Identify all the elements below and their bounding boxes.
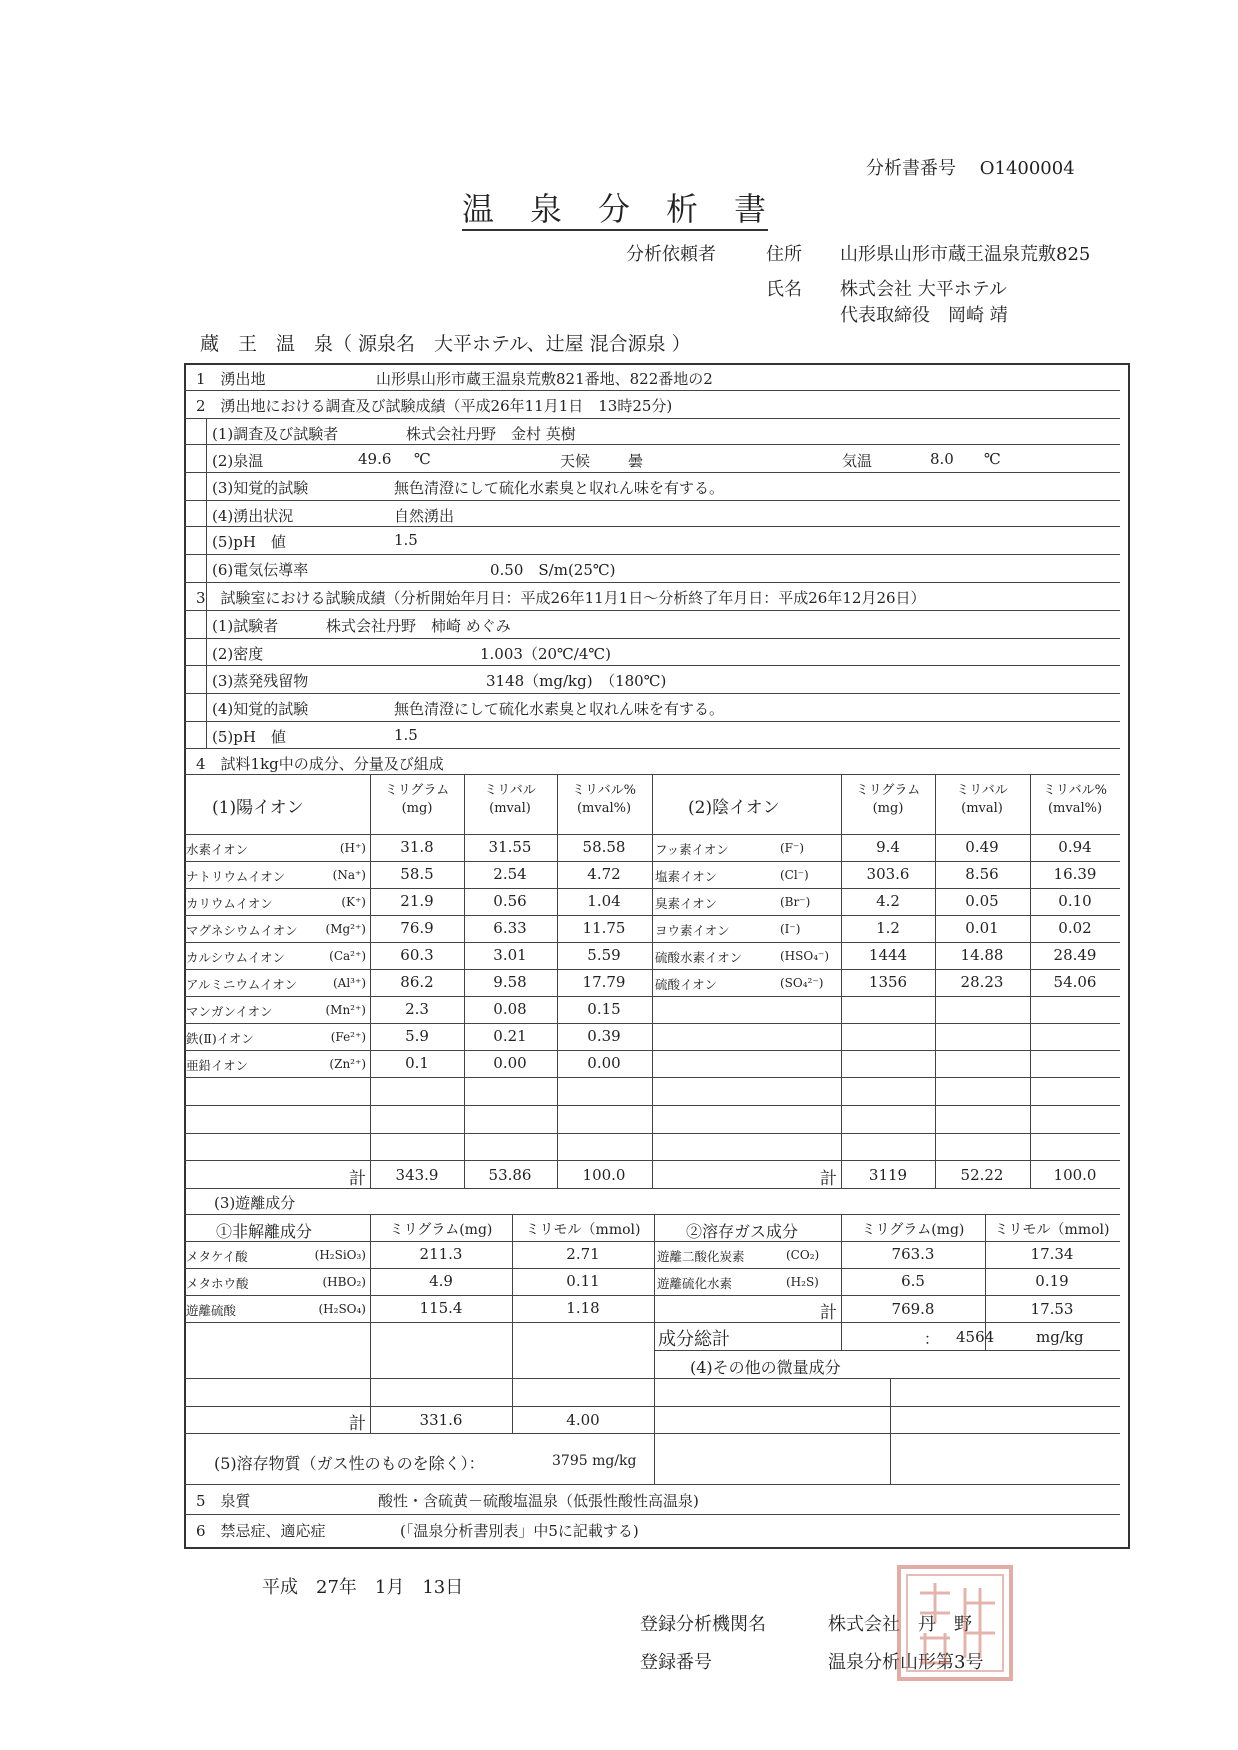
anion-formula: (SO₄²⁻): [780, 976, 824, 990]
s2-air-label: 気温: [842, 452, 873, 470]
anion-pct: 28.49: [1053, 946, 1097, 964]
anion-mg: 4.2: [876, 892, 900, 910]
s2-p1-label: (1)調査及び試験者: [212, 425, 339, 443]
cation-mg-header: [385, 782, 450, 818]
cation-mval: 6.33: [493, 919, 527, 937]
anion-header: (2)陰イオン: [688, 798, 780, 818]
cation-mg: 31.8: [400, 838, 434, 856]
gas-mmol-header: ミリモル（mmol): [994, 1222, 1110, 1238]
anion-mval: 28.23: [960, 973, 1004, 991]
gas-mmol: 0.19: [1035, 1272, 1069, 1290]
s3-p2-value: 1.003（20℃/4℃): [480, 645, 612, 663]
anion-total-pct: 100.0: [1053, 1166, 1097, 1184]
col-mval-label: ミリバル: [956, 783, 1008, 798]
cation-formula: (Ca²⁺): [329, 949, 366, 963]
nd-total-mg: 331.6: [419, 1411, 463, 1429]
nd-mmol: 2.71: [566, 1245, 600, 1263]
s2-weather-label: 天候: [560, 452, 591, 470]
document-title: 温 泉 分 析 書: [462, 189, 768, 231]
s3-p4-label: (4)知覚的試験: [212, 700, 309, 718]
requester-address: 山形県山形市蔵王温泉荒敷825: [840, 244, 1091, 265]
col-pct-label: ミリバル%: [1043, 783, 1107, 798]
cation-mval: 0.08: [493, 1000, 527, 1018]
s3-p1-value: 株式会社丹野 柿崎 めぐみ: [326, 617, 511, 635]
cation-pct: 11.75: [582, 919, 626, 937]
cation-header: (1)陽イオン: [212, 798, 304, 818]
gas-mg-header: ミリグラム(mg): [861, 1222, 965, 1238]
component-total-colon: ：: [924, 1330, 940, 1348]
cation-mval: 2.54: [493, 865, 527, 883]
col-mval-unit: (mval): [489, 801, 531, 816]
col-mg-label: ミリグラム: [855, 783, 921, 798]
s2-p2-unit: ℃: [414, 450, 431, 468]
nd-mg: 115.4: [419, 1299, 463, 1317]
registration-label: 登録番号: [640, 1652, 712, 1673]
s2-label: 2 湧出地における調査及び試験成績（平成26年11月1日 13時25分): [196, 397, 673, 415]
anion-name: 臭素イオン: [655, 896, 718, 911]
s3-p2-label: (2)密度: [212, 645, 264, 663]
doc-number-value: O1400004: [979, 158, 1075, 179]
cation-formula: (H⁺): [339, 841, 366, 855]
cation-name: マンガンイオン: [186, 1004, 273, 1019]
anion-mg: 1.2: [876, 919, 900, 937]
s4-label: 4 試料1kg中の成分、分量及び組成: [196, 755, 444, 773]
s2-p4-label: (4)湧出状況: [212, 507, 294, 525]
anion-formula: (F⁻): [780, 841, 805, 855]
cation-total-pct: 100.0: [582, 1166, 626, 1184]
gas-name: 遊離硫化水素: [657, 1276, 733, 1291]
anion-mg: 1444: [868, 946, 908, 964]
component-total-value: 4564: [956, 1328, 995, 1346]
col-mg-label: ミリグラム: [384, 783, 450, 798]
cation-formula: (Fe²⁺): [330, 1030, 366, 1044]
anion-name: フッ素イオン: [655, 842, 729, 857]
anion-formula: (HSO₄⁻): [780, 949, 830, 963]
anion-total-mg: 3119: [868, 1166, 908, 1184]
cation-mg: 21.9: [400, 892, 434, 910]
doc-number: [866, 154, 1075, 180]
nd-name: 遊離硫酸: [186, 1303, 237, 1318]
nd-formula: (H₂SiO₃): [314, 1248, 366, 1262]
anion-pct: 0.94: [1058, 838, 1092, 856]
trace-components-label: (4)その他の微量成分: [690, 1358, 841, 1377]
cation-mval: 0.56: [493, 892, 527, 910]
cation-name: 水素イオン: [186, 842, 249, 857]
s2-p6-label: (6)電気伝導率: [212, 561, 309, 579]
nd-name: メタホウ酸: [186, 1276, 249, 1291]
s6-value: (「温泉分析書別表」中5に記載する): [400, 1522, 639, 1540]
anion-mval: 14.88: [960, 946, 1004, 964]
s3-p5-value: 1.5: [394, 726, 418, 744]
anion-mval: 0.49: [965, 838, 999, 856]
spring-name-line: 蔵 王 温 泉（ 源泉名 大平ホテル、辻屋 混合源泉 ）: [200, 333, 691, 355]
seal-stamp-icon: [895, 1563, 1015, 1683]
cation-name: カルシウムイオン: [186, 950, 285, 965]
nd-total-label: 計: [349, 1414, 366, 1434]
anion-pct: 0.02: [1058, 919, 1092, 937]
gas-total-label: 計: [820, 1303, 837, 1323]
free-components-label: (3)遊離成分: [214, 1194, 296, 1212]
cation-mg: 60.3: [400, 946, 434, 964]
component-total-label: 成分総計: [658, 1329, 730, 1350]
cation-pct: 17.79: [582, 973, 626, 991]
anion-total-mval: 52.22: [960, 1166, 1004, 1184]
s3-p3-label: (3)蒸発残留物: [212, 672, 309, 690]
dissolved-label: (5)溶存物質（ガス性のものを除く）：: [214, 1454, 485, 1473]
cation-mg: 58.5: [400, 865, 434, 883]
nd-mg-header: ミリグラム(mg): [389, 1222, 493, 1238]
s2-p6-value: 0.50 S/m(25℃): [490, 561, 616, 579]
s3-p1-label: (1)試験者: [212, 617, 279, 635]
s2-p3-value: 無色清澄にして硫化水素臭と収れん味を有する。: [394, 479, 725, 497]
cation-name: 鉄(Ⅱ)イオン: [186, 1031, 254, 1046]
cation-total-mval: 53.86: [488, 1166, 532, 1184]
cation-pct-header: [572, 782, 636, 818]
cation-pct: 4.72: [587, 865, 621, 883]
cation-pct: 0.39: [587, 1027, 621, 1045]
s2-p5-value: 1.5: [394, 531, 418, 549]
cation-pct: 0.15: [587, 1000, 621, 1018]
cation-formula: (K⁺): [341, 895, 366, 909]
col-mval-unit: (mval): [961, 801, 1003, 816]
nd-formula: (HBO₂): [322, 1275, 366, 1289]
anion-formula: (I⁻): [780, 922, 801, 936]
cation-total-mg: 343.9: [395, 1166, 439, 1184]
anion-name: 塩素イオン: [655, 869, 718, 884]
s3-p4-value: 無色清澄にして硫化水素臭と収れん味を有する。: [394, 700, 725, 718]
anion-name: 硫酸水素イオン: [655, 950, 743, 965]
nd-mmol-header: ミリモル（mmol): [525, 1222, 641, 1238]
col-pct-unit: (mval%): [1047, 801, 1103, 816]
cation-mg: 76.9: [400, 919, 434, 937]
cation-name: マグネシウムイオン: [186, 923, 298, 938]
s5-label: 5 泉質: [196, 1492, 251, 1510]
cation-formula: (Mn²⁺): [325, 1003, 366, 1017]
s5-value: 酸性・含硫黄－硫酸塩温泉（低張性酸性高温泉): [378, 1492, 699, 1510]
cation-mg: 86.2: [400, 973, 434, 991]
anion-mval-header: [956, 782, 1008, 818]
cation-pct: 58.58: [582, 838, 626, 856]
s1-label: 1 湧出地: [196, 370, 266, 388]
name-label: 氏名: [766, 279, 802, 300]
cation-mval: 0.21: [493, 1027, 527, 1045]
col-pct-unit: (mval%): [576, 801, 632, 816]
col-pct-label: ミリバル%: [572, 783, 636, 798]
cation-pct: 5.59: [587, 946, 621, 964]
cation-mval: 3.01: [493, 946, 527, 964]
s2-air-value: 8.0: [930, 450, 954, 468]
anion-mg: 303.6: [866, 865, 910, 883]
gas-total-mg: 769.8: [891, 1300, 935, 1318]
cation-mval-header: [484, 782, 536, 818]
anion-mval: 8.56: [965, 865, 999, 883]
gas-mmol: 17.34: [1030, 1245, 1074, 1263]
org-label: 登録分析機関名: [640, 1614, 766, 1635]
cation-name: ナトリウムイオン: [186, 869, 286, 884]
s3-label: 3 試験室における試験成績（分析開始年月日：平成26年11月1日～分析終了年月日：平成26年12月26日）: [196, 589, 926, 607]
cation-name: 亜鉛イオン: [186, 1058, 249, 1073]
s2-p5-label: (5)pH 値: [212, 533, 286, 551]
s2-p1-value: 株式会社丹野 金村 英樹: [406, 425, 576, 443]
col-mg-unit: (mg): [401, 801, 433, 816]
registration-value: 温泉分析山形第3号: [828, 1652, 984, 1673]
anion-pct: 0.10: [1058, 892, 1092, 910]
cation-mval: 31.55: [488, 838, 532, 856]
gas-name: 遊離二酸化炭素: [657, 1249, 745, 1264]
s2-weather-value: 曇: [628, 452, 644, 470]
cation-pct: 0.00: [587, 1054, 621, 1072]
anion-pct: 16.39: [1053, 865, 1097, 883]
non-dissociated-header: ①非解離成分: [216, 1222, 313, 1241]
cation-mg: 2.3: [405, 1000, 429, 1018]
s2-p2-value: 49.6: [358, 450, 392, 468]
issue-date: 平成 27年 1月 13日: [262, 1577, 464, 1598]
s3-p3-value: 3148（mg/kg) （180℃): [486, 672, 667, 690]
requester-representative: 代表取締役 岡崎 靖: [840, 305, 1008, 326]
anion-name: 硫酸イオン: [655, 977, 718, 992]
s3-p5-label: (5)pH 値: [212, 728, 286, 746]
doc-number-label: 分析書番号: [866, 158, 956, 179]
gas-mg: 6.5: [901, 1272, 925, 1290]
anion-formula: (Br⁻): [780, 895, 811, 909]
cation-formula: (Na⁺): [332, 868, 366, 882]
nd-mmol: 0.11: [566, 1272, 600, 1290]
org-name: 株式会社 丹 野: [828, 1614, 972, 1635]
s2-p3-label: (3)知覚的試験: [212, 479, 309, 497]
cation-mval: 0.00: [493, 1054, 527, 1072]
cation-formula: (Al³⁺): [332, 976, 366, 990]
nd-mmol: 1.18: [566, 1299, 600, 1317]
s2-air-unit: ℃: [984, 450, 1001, 468]
gas-formula: (CO₂): [786, 1248, 820, 1262]
s6-label: 6 禁忌症、適応症: [196, 1522, 326, 1540]
cation-mg: 5.9: [405, 1027, 429, 1045]
cation-formula: (Zn²⁺): [329, 1057, 366, 1071]
cation-pct: 1.04: [587, 892, 621, 910]
anion-mg: 9.4: [876, 838, 900, 856]
nd-total-mmol: 4.00: [566, 1411, 600, 1429]
anion-mval: 0.01: [965, 919, 999, 937]
gas-total-mmol: 17.53: [1030, 1300, 1074, 1318]
anion-formula: (Cl⁻): [780, 868, 809, 882]
cation-mval: 9.58: [493, 973, 527, 991]
cation-formula: (Mg²⁺): [325, 922, 366, 936]
component-total-unit: mg/kg: [1036, 1328, 1084, 1346]
col-mg-unit: (mg): [872, 801, 904, 816]
s2-p2-label: (2)泉温: [212, 452, 264, 470]
anion-mg-header: [856, 782, 921, 818]
anion-name: ヨウ素イオン: [655, 923, 730, 938]
nd-mg: 211.3: [419, 1245, 463, 1263]
cation-name: カリウムイオン: [186, 896, 273, 911]
cation-mg: 0.1: [405, 1054, 429, 1072]
nd-formula: (H₂SO₄): [318, 1302, 366, 1316]
address-label: 住所: [766, 244, 802, 265]
cation-name: アルミニウムイオン: [186, 977, 298, 992]
nd-name: メタケイ酸: [186, 1249, 248, 1264]
cation-total-label: 計: [349, 1169, 366, 1189]
requester-company: 株式会社 大平ホテル: [840, 279, 1007, 300]
nd-mg: 4.9: [429, 1272, 453, 1290]
gas-header: ②溶存ガス成分: [686, 1222, 799, 1241]
anion-pct-header: [1043, 782, 1107, 818]
anion-pct: 54.06: [1053, 973, 1097, 991]
dissolved-value: 3795 mg/kg: [552, 1453, 637, 1469]
gas-mg: 763.3: [891, 1245, 935, 1263]
anion-mg: 1356: [868, 973, 908, 991]
s2-p4-value: 自然湧出: [394, 507, 455, 525]
s1-value: 山形県山形市蔵王温泉荒敷821番地、822番地の2: [376, 370, 713, 388]
gas-formula: (H₂S): [786, 1275, 819, 1289]
anion-total-label: 計: [820, 1169, 837, 1189]
requester-label: 分析依頼者: [626, 244, 716, 265]
col-mval-label: ミリバル: [484, 783, 536, 798]
anion-mval: 0.05: [965, 892, 999, 910]
